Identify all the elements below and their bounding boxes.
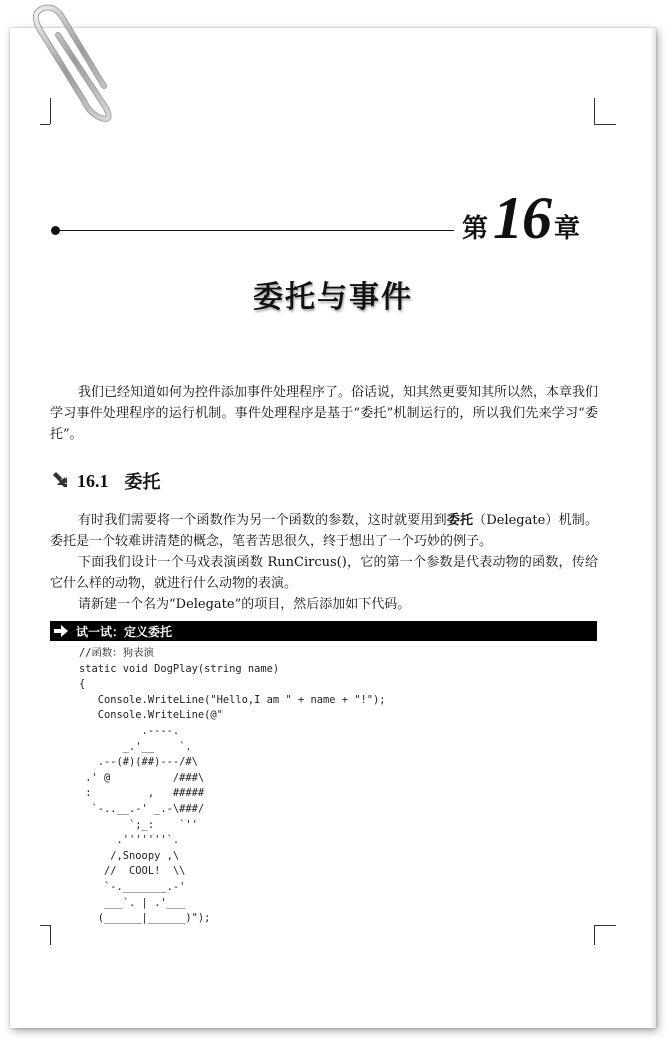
code-line: Console.WriteLine("Hello,I am " + name + "!");	[79, 693, 386, 706]
code-line: //函数：狗表演	[79, 647, 154, 659]
code-line: // COOL! \\	[79, 865, 186, 878]
chapter-number: 16	[493, 185, 552, 251]
section-title: 委托	[124, 472, 161, 493]
body-paragraph-1	[50, 510, 598, 552]
paperclip-icon	[18, 0, 123, 125]
code-line: {	[79, 678, 86, 691]
section-arrow-icon	[51, 471, 71, 491]
code-line: `;_: `''	[79, 818, 198, 831]
chapter-prefix: 第	[462, 214, 489, 244]
chapter-rule	[56, 230, 454, 231]
code-line: (______|______)");	[79, 912, 211, 925]
p1-text-after: （Delegate）机制。委托是一个较难讲清楚的概念，笔者苦思很久，终于想出了一个巧妙的例子。	[50, 513, 598, 549]
p1-term: 委托	[446, 513, 474, 528]
book-page	[10, 28, 656, 1028]
code-line: .' @ /###\	[79, 771, 205, 784]
p1-text-before: 有时我们需要将一个函数作为另一个函数的参数，这时就要用到	[78, 513, 447, 528]
code-line: _.'__ `.	[79, 740, 192, 753]
page-edge-shadow	[650, 28, 656, 1028]
code-line: : , #####	[79, 787, 205, 800]
body-paragraph-3: 请新建一个名为“Delegate”的项目，然后添加如下代码。	[78, 597, 411, 612]
chapter-title: 委托与事件	[253, 280, 413, 315]
code-line: static void DogPlay(string name)	[79, 662, 280, 675]
body-paragraph-2: 下面我们设计一个马戏表演函数 RunCircus()，它的第一个参数是代表动物的函数，传给它什么样的动物，就进行什么动物的表演。	[50, 555, 598, 591]
chapter-suffix: 章	[554, 214, 581, 244]
code-line: Console.WriteLine(@"	[79, 709, 223, 722]
section-heading	[51, 469, 161, 493]
section-number: 16.1	[77, 470, 109, 491]
code-block	[79, 646, 386, 927]
code-line: .----.	[79, 724, 180, 737]
code-line: `-._______.-'	[79, 880, 186, 893]
arrow-right-icon	[54, 625, 68, 637]
try-it-label: 试一试：定义委托	[76, 624, 173, 639]
code-line: .'''''''`.	[79, 834, 180, 847]
try-it-bar	[50, 621, 597, 641]
intro-paragraph: 我们已经知道如何为控件添加事件处理程序了。俗话说，知其然更要知其所以然，本章我们学习事件处理程序的运行机制。事件处理程序是基于“委托”机制运行的，所以我们先来学习“委托”。	[50, 385, 599, 442]
code-line: /,Snoopy ,\	[79, 849, 180, 862]
chapter-label	[462, 185, 581, 251]
code-line: .--(#)(##)---/#\	[79, 756, 198, 769]
code-line: `-..__.-' _.-\###/	[79, 802, 205, 815]
code-line: ___`. | .'___	[79, 896, 186, 909]
